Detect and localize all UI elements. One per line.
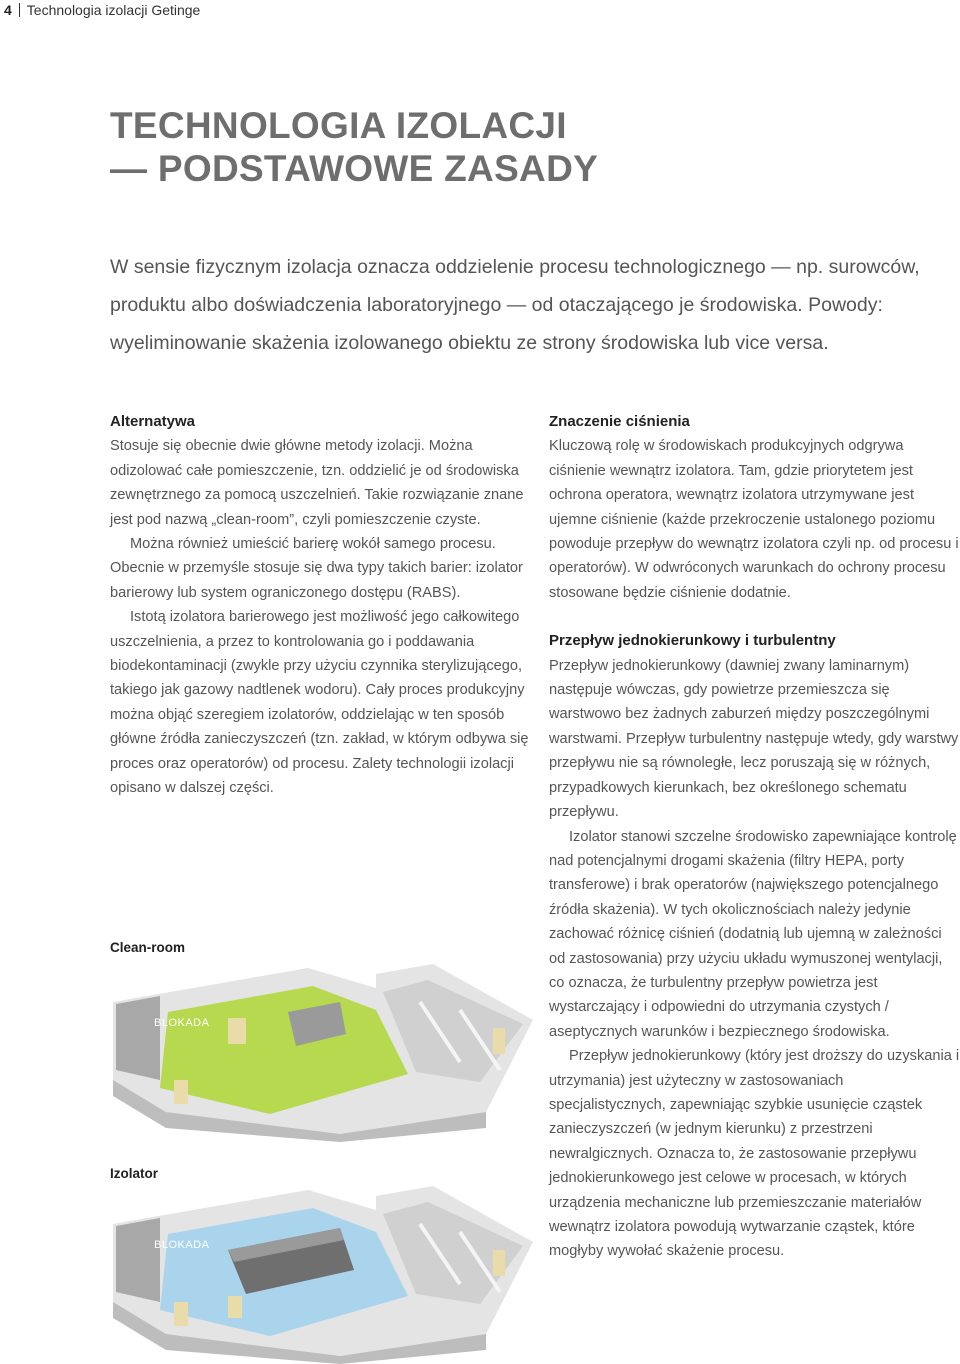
cleanroom-label: Clean-room bbox=[110, 940, 186, 955]
airlock-floor bbox=[116, 996, 160, 1080]
right-paragraph-4: Przepływ jednokierunkowy (który jest droższy do uzyskania i utrzymania) jest użyteczny w zastosowaniach specjalistycznych, zapewniając szybkie usunięcie cząstek zanieczyszczeń (w jednym kierunku) z przestrzeni newralgicznych. Oznacza to, że zastosowanie przepływu jednokierunkowego jest celowe w procesach, w których urządzenia mechaniczne lub przemieszczanie materiałów wewnątrz izolatora powodują wytwarzanie cząstek, które mogłyby wywołać skażenie procesu. bbox=[549, 1048, 960, 1260]
page-header bbox=[0, 0, 200, 20]
isolator-blokada-label: BLOKADA bbox=[154, 1239, 210, 1251]
page-number: 4 bbox=[4, 2, 12, 18]
intro-paragraph: W sensie fizycznym izolacja oznacza oddzielenie procesu technologicznego — np. surowców, produktu albo doświadczenia laboratoryjnego — od otaczającego je środowiska. Powody: wyeliminowanie skażenia izolowanego obiektu ze strony środowiska lub vice versa. bbox=[110, 256, 920, 354]
isolator-illustration bbox=[108, 1184, 540, 1364]
title-line-1: TECHNOLOGIA IZOLACJI bbox=[110, 105, 567, 146]
page-title bbox=[110, 104, 598, 190]
left-paragraph-2: Można również umieścić barierę wokół samego procesu. Obecnie w przemyśle stosuje się dwa typy takich barier: izolator barierowy lub system ograniczonego dostępu (RABS). bbox=[110, 536, 523, 601]
header-divider bbox=[19, 3, 20, 17]
left-paragraph-3: Istotą izolatora barierowego jest możliwość jego całkowitego uszczelnienia, a przez to kontrolowania go i poddawania biodekontaminacji (zwykle przy użyciu czynnika sterylizującego, takiego jak gazowy nadtlenek wodoru). Cały proces produkcyjny można objąć szeregiem izolatorów, oddzielając w ten sposób główne źródła zanieczyszczeń (tzn. zakład, w którym odbywa się proces oraz operatorów) od procesu. Zalety technologii izolacji opisano w dalszej części. bbox=[110, 609, 529, 797]
door bbox=[493, 1250, 505, 1276]
door bbox=[174, 1080, 188, 1104]
door bbox=[493, 1028, 505, 1054]
right-column bbox=[549, 410, 960, 1264]
door bbox=[174, 1302, 188, 1326]
running-title: Technologia izolacji Getinge bbox=[26, 2, 201, 18]
isolator-label: Izolator bbox=[110, 1166, 159, 1181]
title-line-2: — PODSTAWOWE ZASADY bbox=[110, 148, 599, 189]
heading-przeplyw: Przepływ jednokierunkowy i turbulentny bbox=[549, 632, 836, 650]
door bbox=[228, 1018, 246, 1044]
right-paragraph-2: Przepływ jednokierunkowy (dawniej zwany laminarnym) następuje wówczas, gdy powietrze przemieszcza się warstwowo bez żadnych zaburzeń między poszczególnymi warstwami. Przepływ turbulentny następuje wtedy, gdy warstwy przepływu nie są równoległe, lecz poruszają się w różnych, przypadkowych kierunkach, bez określonego schematu przepływu. bbox=[549, 657, 959, 821]
heading-znaczenie-cisnienia: Znaczenie ciśnienia bbox=[549, 413, 690, 430]
right-paragraph-3: Izolator stanowi szczelne środowisko zapewniające kontrolę nad potencjalnymi drogami skażenia (filtry HEPA, porty transferowe) i brak operatorów (największego potencjalnego źródła skażenia). W tych okolicznościach należy jedynie zachować różnicę ciśnień (dodatnią lub ujemną w zależności od zastosowania) przy użyciu układu wymuszonej wentylacji, co oznacza, że turbulentny przepływ powietrza jest wystarczający i odpowiedni do utrzymania czystych / aseptycznych warunków i bezpiecznego środowiska. bbox=[549, 828, 957, 1040]
spacer bbox=[549, 605, 960, 629]
airlock-floor bbox=[116, 1218, 160, 1302]
left-paragraph-1: Stosuje się obecnie dwie główne metody izolacji. Można odizolować całe pomieszczenie, tzn. oddzielić je od środowiska zewnętrznego za pomocą uszczelnień. Takie rozwiązanie znane jest pod nazwą „clean-room”, czyli pomieszczenie czyste. bbox=[110, 438, 524, 528]
heading-alternatywa: Alternatywa bbox=[110, 413, 196, 430]
cleanroom-blokada-label: BLOKADA bbox=[154, 1017, 210, 1029]
cleanroom-illustration bbox=[108, 962, 540, 1142]
right-paragraph-1: Kluczową rolę w środowiskach produkcyjnych odgrywa ciśnienie wewnątrz izolatora. Tam, gdzie priorytetem jest ochrona operatora, wewnątrz izolatora utrzymywane jest ujemne ciśnienie (każde przekroczenie ustalonego poziomu powoduje przepływ do wewnątrz izolatora czyli np. od procesu i operatorów). W odwróconych warunkach do ochrony procesu stosowane będzie ciśnienie dodatnie. bbox=[549, 438, 959, 601]
door bbox=[228, 1296, 242, 1318]
left-column bbox=[110, 410, 530, 801]
